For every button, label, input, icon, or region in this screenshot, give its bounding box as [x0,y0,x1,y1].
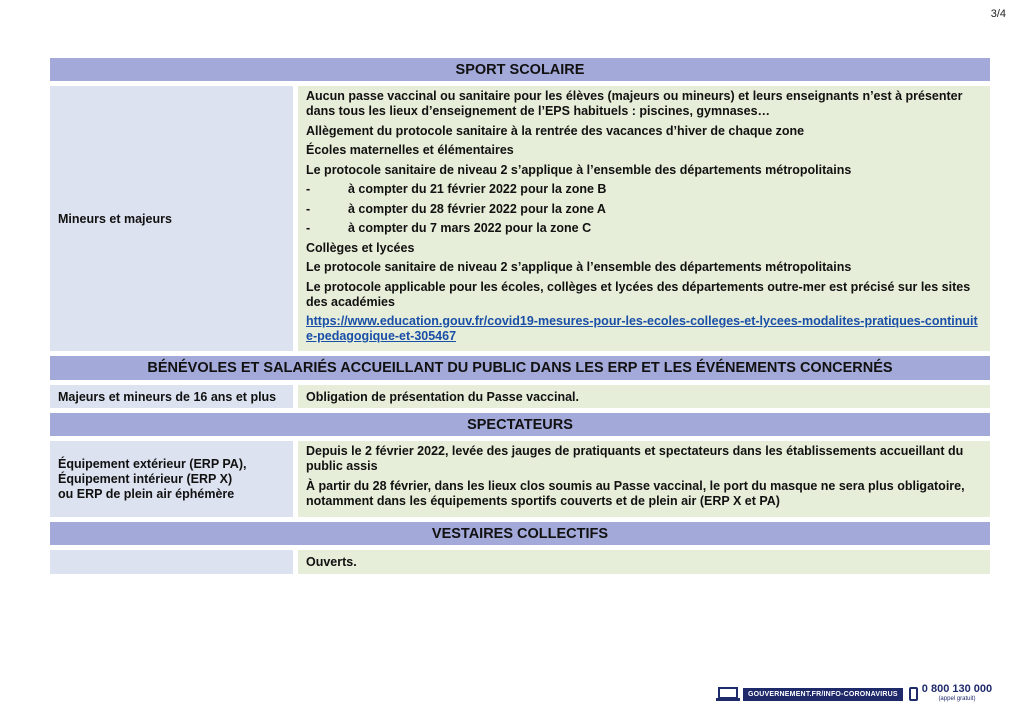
list-item-text: à compter du 28 février 2022 pour la zone A [348,201,606,216]
label-line: Équipement extérieur (ERP PA), [58,456,247,471]
row-label-majeurs-16: Majeurs et mineurs de 16 ans et plus [50,385,293,408]
list-item-text: à compter du 21 février 2022 pour la zone B [348,182,607,196]
row-content-sport-scolaire [298,86,990,351]
text-paragraph: Le protocole applicable pour les écoles, collèges et lycées des départements outre-mer est précisé sur les sites des académies [306,279,971,309]
text-paragraph: À partir du 28 février, dans les lieux clos soumis au Passe vaccinal, le port du masque ne sera plus obligatoire, notamment dans les équipements sportifs couverts et de plein air (ERP X et PA) [306,478,965,508]
list-item [306,221,982,236]
section-title-vestiaires: VESTAIRES COLLECTIFS [50,522,990,545]
label-line: ou ERP de plein air éphémère [58,486,235,501]
row-label-equipements [50,441,293,517]
footer [716,684,992,704]
row-benevoles [50,385,990,408]
section-title-sport-scolaire: SPORT SCOLAIRE [50,58,990,81]
text-paragraph: Obligation de présentation du Passe vaccinal. [306,389,579,404]
row-label-empty [50,550,293,574]
text-paragraph: Le protocole sanitaire de niveau 2 s’applique à l’ensemble des départements métropolitains [306,162,852,177]
text-subheading: Écoles maternelles et élémentaires [306,143,514,157]
row-vestiaires [50,550,990,574]
list-item [306,182,982,197]
text-paragraph: Ouverts. [306,555,357,569]
list-item [306,202,982,217]
text-paragraph: Depuis le 2 février 2022, levée des jauges de pratiquants et spectateurs dans les établissements accueillant du public assis [306,444,964,473]
row-content-vestiaires [298,550,990,574]
text-subheading: Collèges et lycées [306,240,415,255]
list-item-text: à compter du 7 mars 2022 pour la zone C [348,221,592,235]
bullet-dash: - [306,221,311,235]
section-title-spectateurs: SPECTATEURS [50,413,990,436]
row-sport-scolaire [50,86,990,351]
row-content-benevoles [298,385,990,408]
hotline-note: (appel gratuit) [938,696,976,702]
bullet-dash: - [306,201,311,216]
row-content-spectateurs [298,441,990,517]
laptop-icon [716,687,740,701]
text-paragraph: Le protocole sanitaire de niveau 2 s’applique à l’ensemble des départements métropolitains [306,260,852,274]
section-title-benevoles: BÉNÉVOLES ET SALARIÉS ACCUEILLANT DU PUBLIC DANS LES ERP ET LES ÉVÉNEMENTS CONCERNÉS [50,356,990,380]
hotline [922,684,992,704]
row-spectateurs [50,441,990,517]
hotline-number: 0 800 130 000 [921,683,993,695]
bullet-dash: - [306,182,311,196]
text-paragraph: Aucun passe vaccinal ou sanitaire pour les élèves (majeurs ou mineurs) et leurs enseignants n’est à présenter dans tous les lieux d’enseignement de l’EPS habituels : piscines, gymnases… [306,89,963,118]
text-paragraph: Allègement du protocole sanitaire à la rentrée des vacances d’hiver de chaque zone [306,123,805,138]
phone-icon [909,687,918,701]
government-website-link[interactable]: GOUVERNEMENT.FR/INFO-CORONAVIRUS [743,688,903,701]
label-line: Équipement intérieur (ERP X) [58,471,233,486]
education-link[interactable]: https://www.education.gouv.fr/covid19-mesures-pour-les-ecoles-colleges-et-lycees-modalites-pratiques-continuite-pedagogique-et-305467 [306,314,978,343]
row-label-mineurs-majeurs: Mineurs et majeurs [50,86,293,351]
page-number: 3/4 [990,8,1006,20]
